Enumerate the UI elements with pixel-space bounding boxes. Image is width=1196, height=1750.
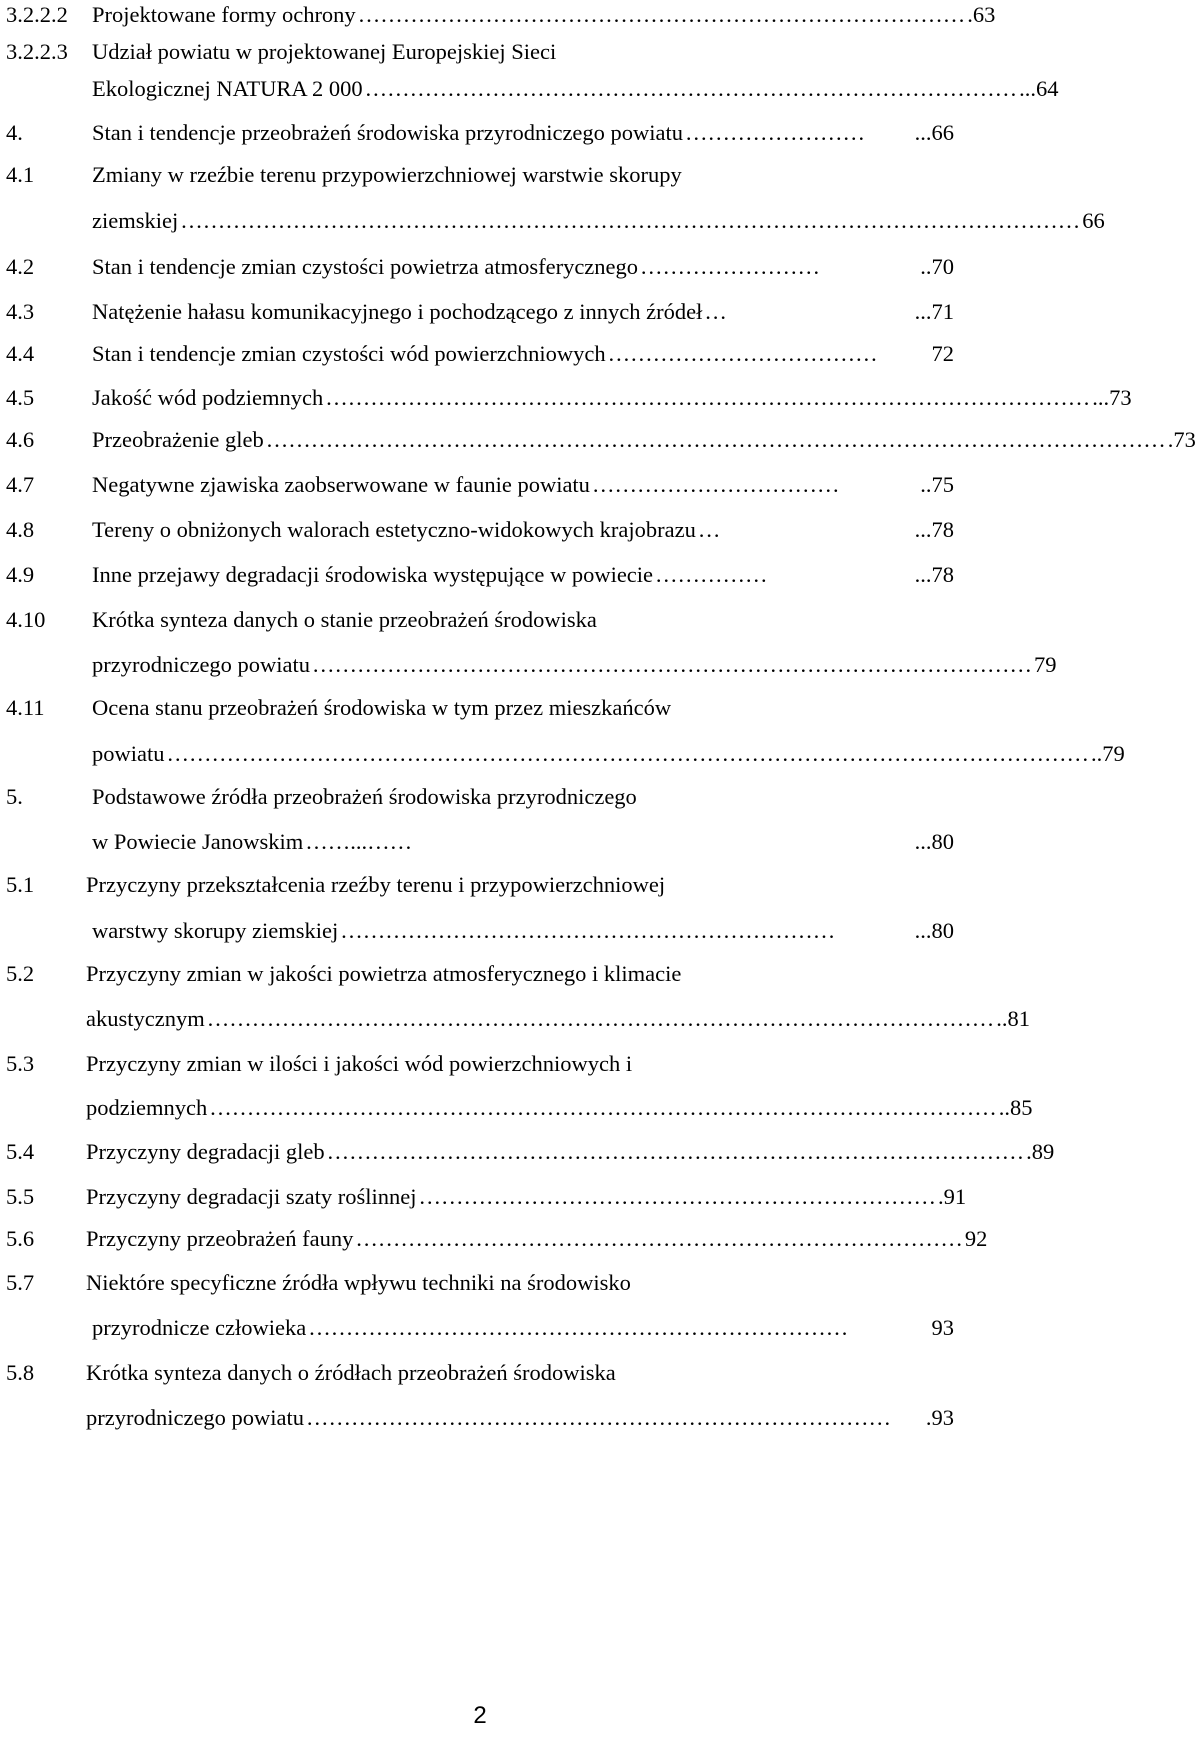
toc-entry (6, 1358, 954, 1388)
toc-entry-body (92, 118, 954, 148)
toc-entry-title: Stan i tendencje zmian czystości powietrza atmosferycznego (92, 254, 639, 279)
toc-entry-leader: ……………………………………………………………………… (357, 2, 966, 27)
toc-entry-number: 5.7 (6, 1270, 35, 1295)
toc-entry-number: 3.2.2.3 (6, 39, 68, 64)
toc-entry (6, 37, 954, 67)
toc-entry-body (86, 1182, 967, 1212)
toc-entry-page: 66 (1082, 208, 1105, 233)
toc-entry-body (92, 1313, 954, 1343)
toc-entry (6, 0, 996, 30)
toc-entry-title: Przyczyny degradacji szaty roślinnej (86, 1184, 417, 1209)
toc-entry (6, 515, 954, 545)
toc-entry (6, 693, 954, 723)
toc-entry-number: 5.5 (6, 1184, 35, 1209)
toc-entry-page: ..79 (1091, 741, 1125, 766)
toc-entry-leader: ………………………………………………………………………………… (326, 1139, 1025, 1164)
toc-entry-title: Ekologicznej NATURA 2 000 (92, 76, 363, 101)
toc-entry (6, 650, 1057, 680)
toc-entry-body (92, 650, 1057, 680)
toc-entry-page: .89 (1026, 1139, 1055, 1164)
toc-entry-title: w Powiecie Janowskim (92, 829, 304, 854)
toc-entry-number: 5.8 (6, 1360, 35, 1385)
toc-entry-number: 3.2.2.2 (6, 2, 68, 27)
toc-entry-leader: ………………………………………………………… (340, 918, 836, 943)
toc-entry-page: ...80 (914, 918, 954, 943)
toc-entry-body (86, 1137, 1055, 1167)
toc-entry (6, 560, 954, 590)
toc-entry-leader: …………………………………………………………… (418, 1184, 937, 1209)
toc-entry-body (92, 782, 954, 812)
toc-entry-title: Jakość wód podziemnych (92, 385, 324, 410)
toc-entry-leader: … (697, 517, 721, 542)
toc-entry-number: 4.9 (6, 562, 35, 587)
toc-entry (6, 206, 1105, 236)
toc-entry-page: ...78 (914, 562, 954, 587)
toc-entry-leader: ……………………………………………………………… (308, 1315, 849, 1340)
toc-entry-body (92, 206, 1105, 236)
toc-entry (6, 1224, 988, 1254)
toc-entry-body (92, 160, 954, 190)
toc-entry-body (86, 1358, 954, 1388)
toc-entry-leader: ……………………………………………………………………… (355, 1226, 963, 1251)
toc-entry-title: Projektowane formy ochrony (92, 2, 356, 27)
toc-entry (6, 74, 1059, 104)
toc-entry-page: ...80 (914, 829, 954, 854)
toc-entry-body (86, 870, 954, 900)
toc-entry-page: ...64 (1019, 76, 1059, 101)
toc-entry-body (92, 0, 996, 30)
toc-entry-page: 72 (931, 341, 954, 366)
toc-entry-page: ..81 (996, 1006, 1030, 1031)
toc-entry (6, 339, 954, 369)
toc-entry-body (92, 297, 954, 327)
toc-entry (6, 297, 954, 327)
toc-entry-body (86, 1224, 988, 1254)
toc-entry-number: 4.1 (6, 162, 35, 187)
toc-entry-body (86, 1268, 954, 1298)
toc-entry-title: akustycznym (86, 1006, 205, 1031)
toc-entry-number: 4.7 (6, 472, 35, 497)
toc-entry-number: 4. (6, 120, 23, 145)
toc-entry-number: 4.6 (6, 427, 35, 452)
toc-entry-number: 5.6 (6, 1226, 35, 1251)
toc-entry-title: Natężenie hałasu komunikacyjnego i pochodzącego z innych źródeł (92, 299, 703, 324)
toc-entry-page: 92 (964, 1226, 988, 1251)
toc-entry-leader: …………………………………………………………………… (306, 1405, 892, 1430)
toc-entry-number: 4.3 (6, 299, 35, 324)
toc-entry (6, 1004, 1030, 1034)
toc-entry (6, 739, 1125, 769)
toc-entry-number: 4.11 (6, 695, 45, 720)
toc-entry-body (86, 1403, 954, 1433)
toc-entry (6, 383, 1132, 413)
toc-entry (6, 916, 954, 946)
toc-entry-body (92, 37, 954, 67)
toc-entry-title: Tereny o obniżonych walorach estetyczno-widokowych krajobrazu (92, 517, 696, 542)
toc-entry-leader: …………… (655, 562, 768, 587)
toc-entry-body (92, 470, 954, 500)
toc-entry-leader: …………………………………………………………………………………………… (209, 1095, 997, 1120)
toc-entry-leader: …………………………………………………………………………………………… (206, 1006, 995, 1031)
toc-entry-title: Przyczyny przekształcenia rzeźby terenu i przypowierzchniowej (86, 872, 666, 897)
toc-entry-number: 5.2 (6, 961, 35, 986)
toc-entry-page: .93 (925, 1405, 954, 1430)
toc-entry (6, 425, 1196, 455)
toc-entry-title: przyrodnicze człowieka (92, 1315, 307, 1340)
toc-entry (6, 782, 954, 812)
toc-entry-body (92, 916, 954, 946)
toc-entry-body (92, 252, 954, 282)
toc-entry-title: Przeobrażenie gleb (92, 427, 264, 452)
toc-entry (6, 470, 954, 500)
toc-entry (6, 1313, 954, 1343)
toc-entry-page: ..75 (920, 472, 954, 497)
toc-entry-page: ..85 (998, 1095, 1033, 1120)
toc-entry-body (86, 1093, 1033, 1123)
toc-entry-number: 5.1 (6, 872, 35, 897)
toc-entry-title: Krótka synteza danych o źródłach przeobrażeń środowiska (86, 1360, 616, 1385)
toc-entry-title: Przyczyny zmian w ilości i jakości wód powierzchniowych i (86, 1051, 633, 1076)
toc-entry-page: ..70 (920, 254, 954, 279)
toc-entry-number: 5.3 (6, 1051, 35, 1076)
toc-entry-title: Negatywne zjawiska zaobserwowane w faunie powiatu (92, 472, 590, 497)
toc-entry-body (92, 425, 1196, 455)
toc-entry-number: 5. (6, 784, 23, 809)
toc-entry-number: 4.8 (6, 517, 35, 542)
toc-entry-title: Inne przejawy degradacji środowiska występujące w powiecie (92, 562, 654, 587)
toc-entry-title: Niektóre specyficzne źródła wpływu techniki na środowisko (86, 1270, 631, 1295)
toc-entry-body (86, 1004, 1030, 1034)
toc-entry-body (92, 383, 1132, 413)
toc-entry-leader: ………………………………………………………………………………………………………… (180, 208, 1081, 233)
toc-entry-body (92, 560, 954, 590)
toc-entry-body (92, 693, 954, 723)
toc-entry (6, 1049, 954, 1079)
toc-entry-number: 4.5 (6, 385, 35, 410)
toc-entry-page: ...73 (1092, 385, 1132, 410)
toc-entry-body (86, 1049, 954, 1079)
toc-entry-body (92, 605, 954, 635)
toc-entry-page: 79 (1034, 652, 1057, 677)
toc-entry-title: Przyczyny zmian w jakości powietrza atmosferycznego i klimacie (86, 961, 682, 986)
toc-entry-title: przyrodniczego powiatu (92, 652, 311, 677)
toc-entry (6, 118, 954, 148)
toc-entry-title: Przyczyny przeobrażeń fauny (86, 1226, 354, 1251)
toc-entry (6, 870, 954, 900)
toc-entry-leader: …………………… (685, 120, 866, 145)
toc-entry (6, 252, 954, 282)
toc-entry-page: ...71 (914, 299, 954, 324)
toc-entry-page: ...66 (914, 120, 954, 145)
toc-entry (6, 1268, 954, 1298)
toc-entry-body (92, 827, 954, 857)
toc-entry (6, 160, 954, 190)
toc-entry-leader: …………………… (640, 254, 821, 279)
toc-entry-body (86, 959, 954, 989)
toc-entry (6, 1137, 1055, 1167)
toc-entry-number: 4.10 (6, 607, 46, 632)
toc-entry-page: .91 (938, 1184, 967, 1209)
toc-entry-leader: … (704, 299, 727, 324)
toc-entry-body (92, 339, 954, 369)
toc-entry-leader: ……………………………… (607, 341, 878, 366)
toc-entry-number: 4.2 (6, 254, 35, 279)
toc-entry-leader: ……...…… (305, 829, 413, 854)
toc-entry-title: Podstawowe źródła przeobrażeń środowiska przyrodniczego (92, 784, 637, 809)
toc-entry-leader: ………………………………………………………………………………………………………… (265, 427, 1166, 452)
page-number: 2 (473, 1702, 487, 1729)
toc-entry-title: przyrodniczego powiatu (86, 1405, 305, 1430)
toc-entry-title: podziemnych (86, 1095, 208, 1120)
toc-entry (6, 827, 954, 857)
toc-entry-leader: …………………………………………………………………………………… (312, 652, 1033, 677)
toc-entry-title: Krótka synteza danych o stanie przeobrażeń środowiska (92, 607, 597, 632)
toc-entry (6, 1182, 967, 1212)
toc-entry-title: warstwy skorupy ziemskiej (92, 918, 339, 943)
toc-entry-page: .63 (967, 2, 996, 27)
toc-entry-title: ziemskiej (92, 208, 179, 233)
toc-entry-title: Ocena stanu przeobrażeń środowiska w tym przez mieszkańców (92, 695, 672, 720)
toc-entry-leader: …………………………… (591, 472, 840, 497)
toc-entry-page: .73 (1167, 427, 1196, 452)
toc-entry (6, 959, 954, 989)
toc-entry-leader: …………………………………………………………………………………………………………… (166, 741, 1089, 766)
toc-entry (6, 605, 954, 635)
toc-entry-title: Stan i tendencje zmian czystości wód powierzchniowych (92, 341, 606, 366)
toc-entry (6, 1403, 954, 1433)
toc-entry-page: 93 (931, 1315, 954, 1340)
toc-entry (6, 1093, 1033, 1123)
toc-entry-title: Przyczyny degradacji gleb (86, 1139, 325, 1164)
toc-entry-page: ...78 (914, 517, 954, 542)
toc-entry-title: Zmiany w rzeźbie terenu przypowierzchniowej warstwie skorupy (92, 162, 682, 187)
toc-entry-title: Stan i tendencje przeobrażeń środowiska przyrodniczego powiatu (92, 120, 684, 145)
toc-entry-leader: ………………………………………………………………………………………… (325, 385, 1091, 410)
toc-entry-number: 4.4 (6, 341, 35, 366)
toc-entry-number: 5.4 (6, 1139, 35, 1164)
toc-entry-body (92, 515, 954, 545)
toc-entry-title: Udział powiatu w projektowanej Europejskiej Sieci (92, 39, 557, 64)
toc-entry-leader: …………………………………………………………………………… (364, 76, 1018, 101)
toc-entry-body (92, 739, 1125, 769)
toc-entry-title: powiatu (92, 741, 165, 766)
toc-entry-body (92, 74, 1059, 104)
